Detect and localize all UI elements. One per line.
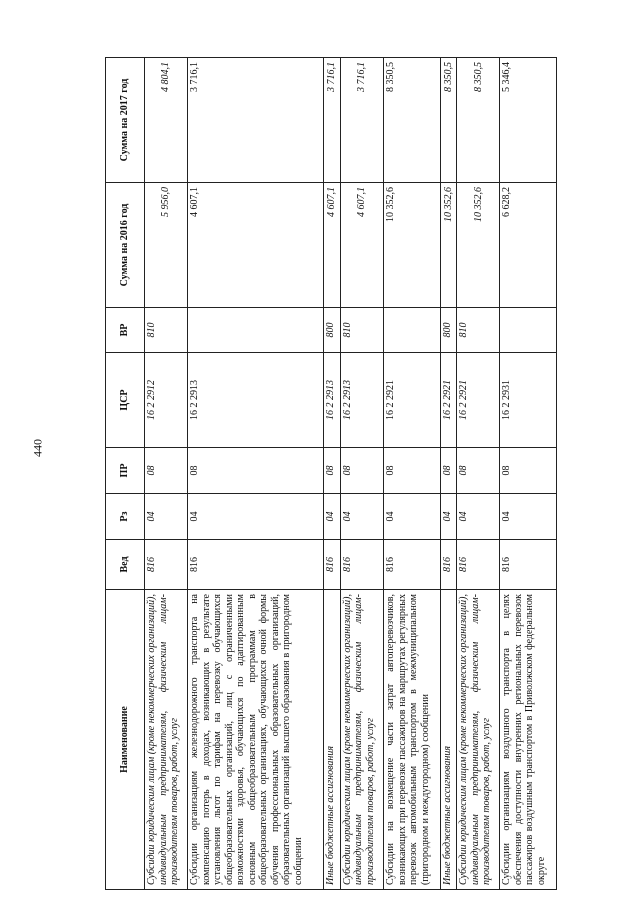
row-sum-2016: 10 352,6 bbox=[457, 183, 500, 308]
table-row bbox=[145, 58, 188, 890]
row-name: Субсидии юридическим лицам (кроме некоммерческих организаций), индивидуальным предпринимателям, физическим лицам-производителям товаров, работ, услуг bbox=[340, 590, 383, 890]
row-sum-2017: 8 350,5 bbox=[384, 58, 440, 183]
row-sum-2016: 6 628,2 bbox=[500, 183, 557, 308]
row-csr: 16 2 2913 bbox=[340, 353, 383, 448]
row-vr: 810 bbox=[457, 308, 500, 353]
row-sum-2017: 3 716,1 bbox=[324, 58, 341, 183]
row-pr: 08 bbox=[340, 448, 383, 494]
row-name: Субсидии юридическим лицам (кроме некоммерческих организаций), индивидуальным предпринимателям, физическим лицам-производителям товаров, работ, услуг bbox=[457, 590, 500, 890]
col-header-csr: ЦСР bbox=[106, 353, 145, 448]
row-csr: 16 2 2921 bbox=[440, 353, 457, 448]
row-ved: 816 bbox=[324, 540, 341, 590]
row-name: Субсидии на возмещение части затрат автоперевозчиков, возникающих при перевозке пассажиров на маршрутах регулярных перевозок автомобильным транспортом в межмуниципальном (пригородном и междугородном) сообщении bbox=[384, 590, 440, 890]
row-sum-2017: 5 346,4 bbox=[500, 58, 557, 183]
row-rz: 04 bbox=[340, 494, 383, 540]
table-row bbox=[324, 58, 341, 890]
row-pr: 08 bbox=[188, 448, 324, 494]
row-pr: 08 bbox=[440, 448, 457, 494]
col-header-vr: ВР bbox=[106, 308, 145, 353]
row-ved: 816 bbox=[384, 540, 440, 590]
col-header-sum-2016: Сумма на 2016 год bbox=[106, 183, 145, 308]
row-csr: 16 2 2921 bbox=[384, 353, 440, 448]
row-sum-2017: 3 716,1 bbox=[188, 58, 324, 183]
row-sum-2016: 5 956,0 bbox=[145, 183, 188, 308]
col-header-name: Наименование bbox=[106, 590, 145, 890]
row-ved: 816 bbox=[500, 540, 557, 590]
row-vr: 800 bbox=[440, 308, 457, 353]
row-rz: 04 bbox=[324, 494, 341, 540]
row-name: Иные бюджетные ассигнования bbox=[440, 590, 457, 890]
row-sum-2016: 4 607,1 bbox=[340, 183, 383, 308]
row-vr bbox=[384, 308, 440, 353]
row-ved: 816 bbox=[188, 540, 324, 590]
row-sum-2017: 8 350,5 bbox=[457, 58, 500, 183]
row-rz: 04 bbox=[500, 494, 557, 540]
budget-table bbox=[105, 57, 557, 890]
row-sum-2016: 4 607,1 bbox=[188, 183, 324, 308]
col-header-sum-2017: Сумма на 2017 год bbox=[106, 58, 145, 183]
row-pr: 08 bbox=[145, 448, 188, 494]
row-pr: 08 bbox=[500, 448, 557, 494]
row-csr: 16 2 2931 bbox=[500, 353, 557, 448]
row-csr: 16 2 2921 bbox=[457, 353, 500, 448]
row-sum-2016: 10 352,6 bbox=[384, 183, 440, 308]
row-rz: 04 bbox=[188, 494, 324, 540]
row-rz: 04 bbox=[145, 494, 188, 540]
row-name: Иные бюджетные ассигнования bbox=[324, 590, 341, 890]
page-number: 440 bbox=[30, 439, 45, 457]
row-sum-2017: 3 716,1 bbox=[340, 58, 383, 183]
row-pr: 08 bbox=[384, 448, 440, 494]
row-vr bbox=[188, 308, 324, 353]
row-sum-2017: 4 804,1 bbox=[145, 58, 188, 183]
row-vr: 810 bbox=[340, 308, 383, 353]
row-sum-2017: 8 350,5 bbox=[440, 58, 457, 183]
row-ved: 816 bbox=[340, 540, 383, 590]
row-ved: 816 bbox=[145, 540, 188, 590]
row-rz: 04 bbox=[440, 494, 457, 540]
row-csr: 16 2 2913 bbox=[188, 353, 324, 448]
table-row bbox=[500, 58, 557, 890]
row-csr: 16 2 2913 bbox=[324, 353, 341, 448]
table-row bbox=[340, 58, 383, 890]
table-row bbox=[188, 58, 324, 890]
row-vr: 810 bbox=[145, 308, 188, 353]
row-sum-2016: 10 352,6 bbox=[440, 183, 457, 308]
row-name: Субсидии организациям воздушного транспорта в целях обеспечения доступности внутренних региональных перевозок пассажиров воздушным транспортом в Приволжском федеральном округе bbox=[500, 590, 557, 890]
table-row bbox=[384, 58, 440, 890]
col-header-ved: Вед bbox=[106, 540, 145, 590]
row-ved: 816 bbox=[440, 540, 457, 590]
rotated-page bbox=[105, 58, 557, 890]
row-rz: 04 bbox=[384, 494, 440, 540]
row-csr: 16 2 2912 bbox=[145, 353, 188, 448]
row-ved: 816 bbox=[457, 540, 500, 590]
row-name: Субсидии юридическим лицам (кроме некоммерческих организаций), индивидуальным предпринимателям, физическим лицам-производителям товаров, работ, услуг bbox=[145, 590, 188, 890]
row-sum-2016: 4 607,1 bbox=[324, 183, 341, 308]
col-header-rz: Рз bbox=[106, 494, 145, 540]
row-pr: 08 bbox=[457, 448, 500, 494]
row-vr bbox=[500, 308, 557, 353]
table-row bbox=[440, 58, 457, 890]
row-vr: 800 bbox=[324, 308, 341, 353]
table-header-row bbox=[106, 58, 145, 890]
row-name: Субсидии организациям железнодорожного транспорта на компенсацию потерь в доходах, возникающих в результате установления льгот по тарифам на перевозку обучающихся общеобразовательных организаций, лиц с ограниченными возможностями здоровья, обучающихся по адаптированным основным общеобразовательным программам в общеобразовательных организациях, обучающихся очной формы обучения профессиональных образовательных организаций, образовательных организаций высшего образования в пригородном сообщении bbox=[188, 590, 324, 890]
row-pr: 08 bbox=[324, 448, 341, 494]
col-header-pr: ПР bbox=[106, 448, 145, 494]
row-rz: 04 bbox=[457, 494, 500, 540]
table-row bbox=[457, 58, 500, 890]
